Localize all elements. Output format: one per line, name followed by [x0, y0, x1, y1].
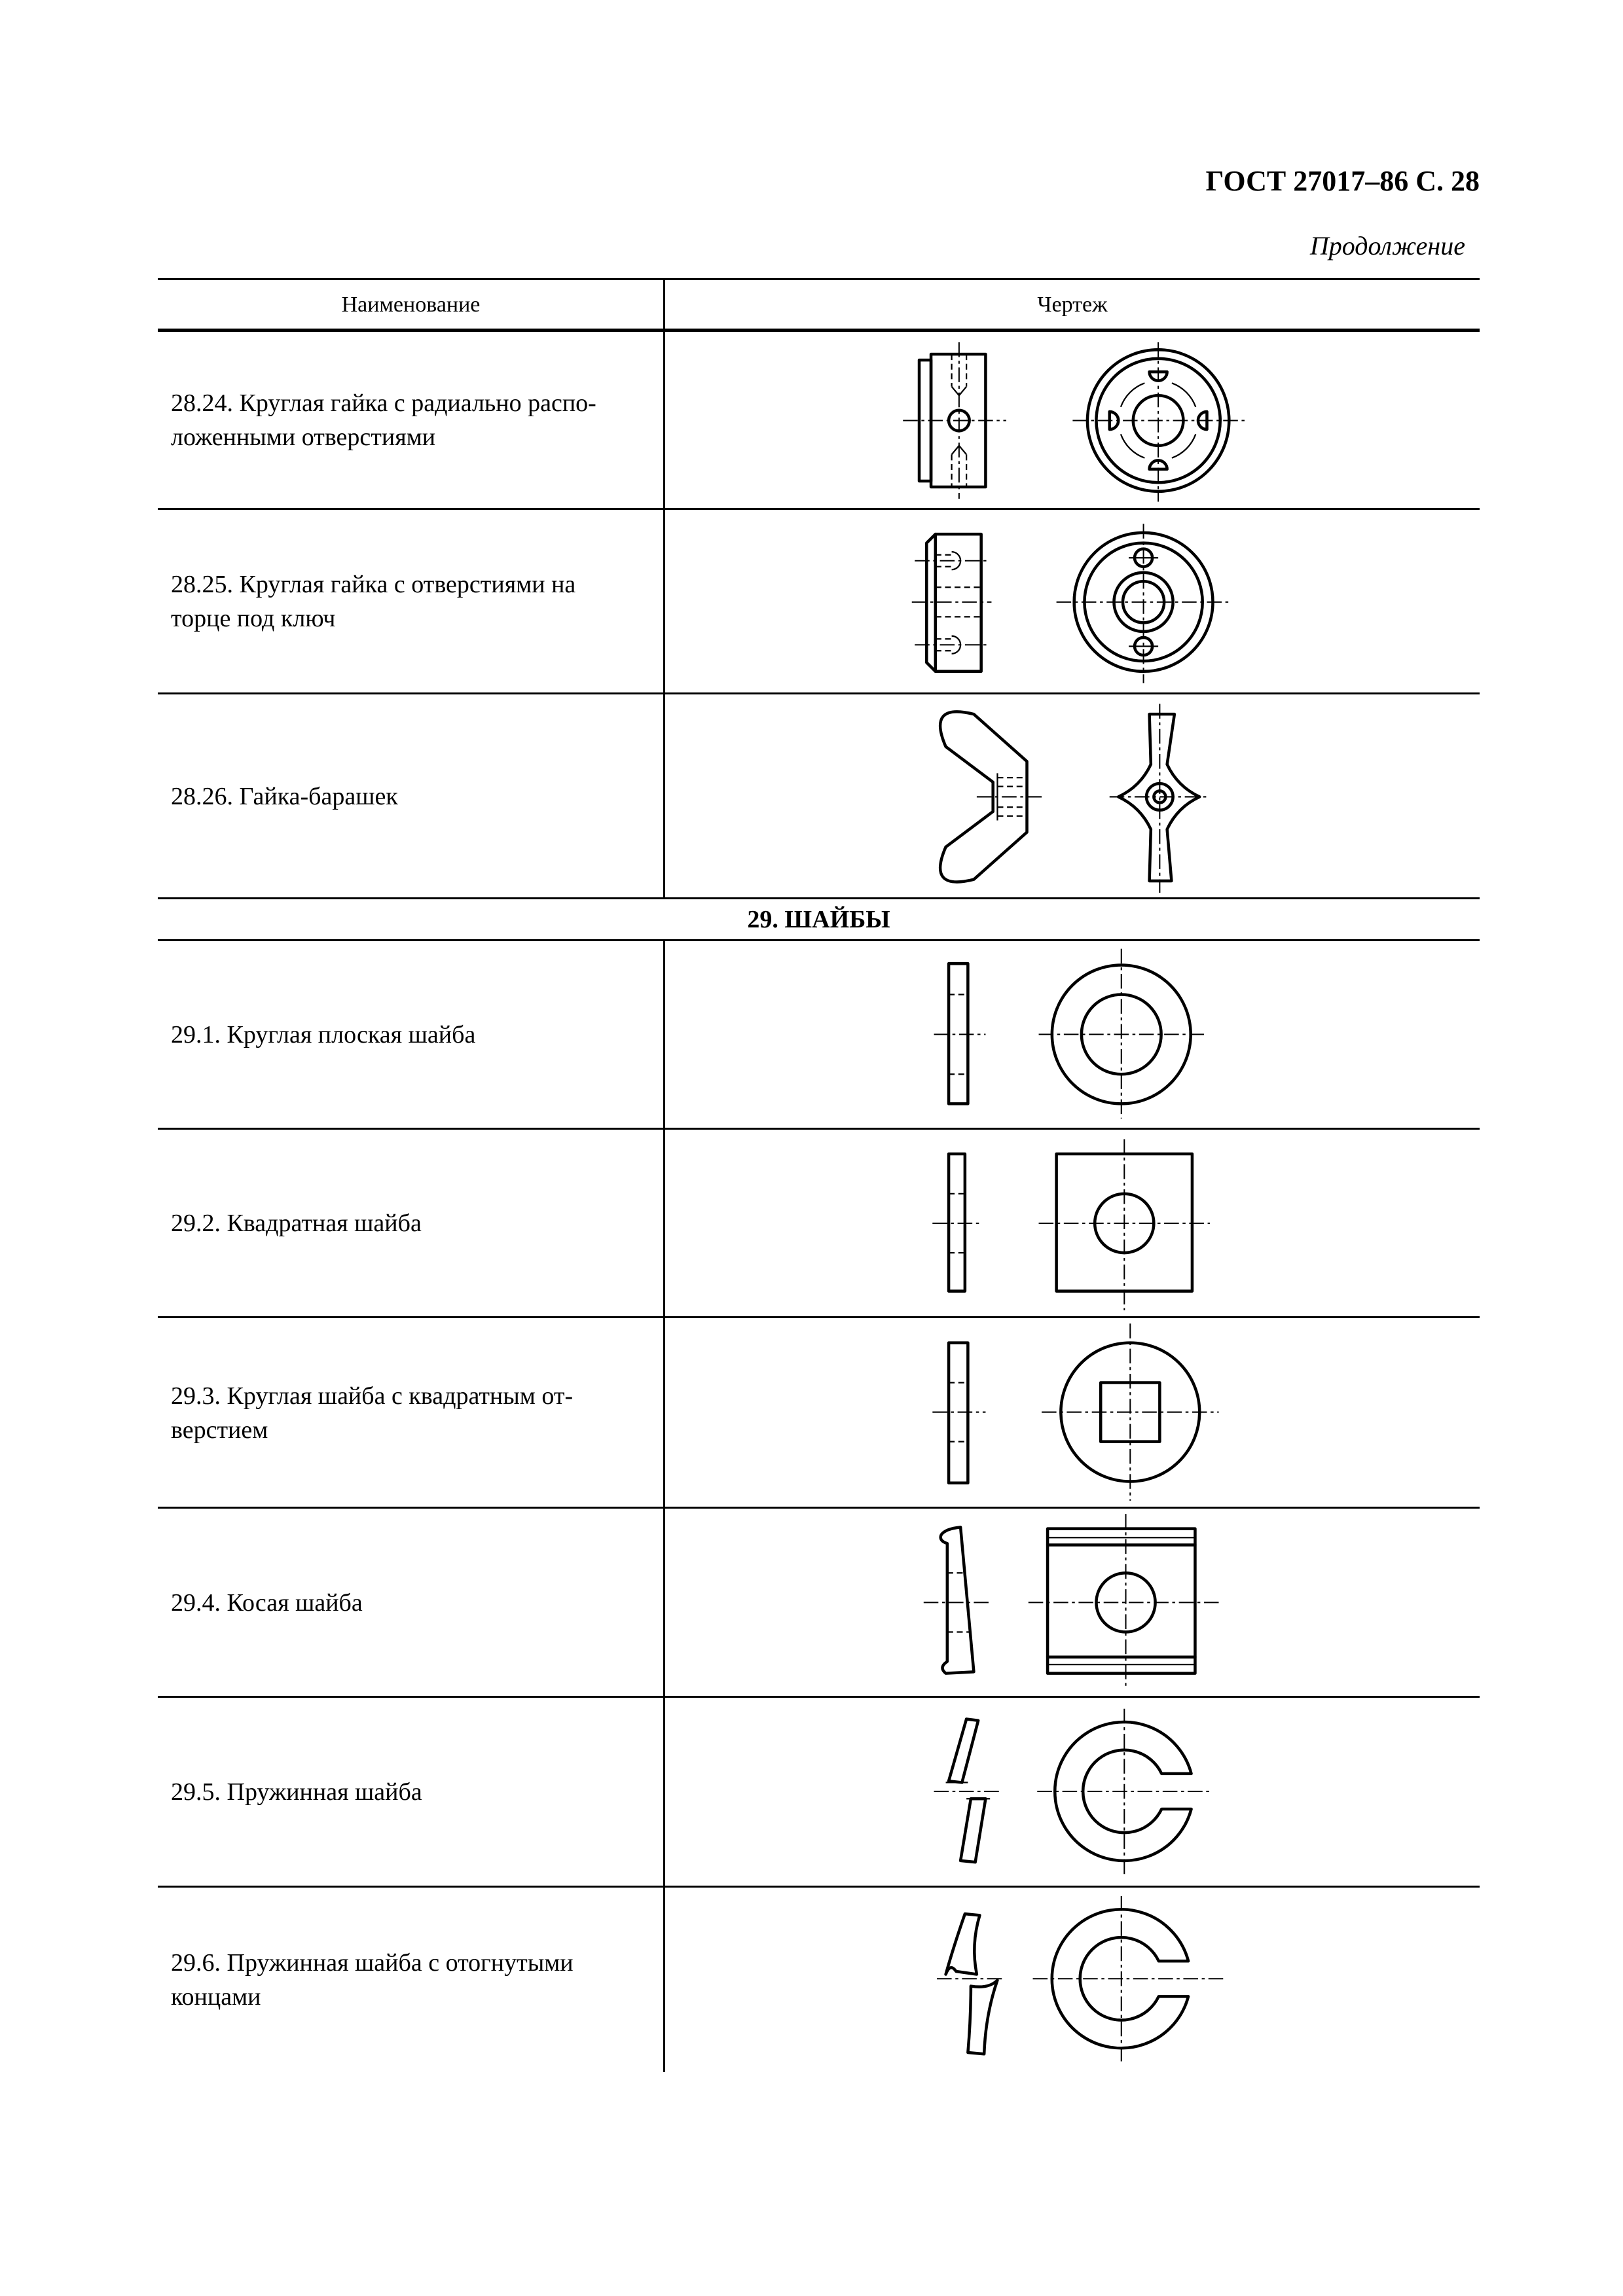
column-header-name: Наименование: [341, 292, 481, 317]
drawing-wing-nut: [940, 704, 1210, 893]
front-view: [1037, 1709, 1213, 1874]
side-view: [903, 342, 1006, 499]
row-name-line: 29.4. Косая шайба: [171, 1588, 363, 1617]
section-title: 29. ШАЙБЫ: [747, 906, 890, 933]
drawing-spring-washer-bent-ends: [937, 1896, 1224, 2063]
side-view: [1110, 704, 1210, 893]
row-name-28-24: [171, 332, 655, 509]
row-name-29-4: [171, 1509, 655, 1696]
front-view: [1033, 1896, 1225, 2063]
drawing-round-nut-radial-holes: [903, 342, 1247, 501]
side-view: [937, 1914, 1005, 2054]
row-name-line: 28.24. Круглая гайка с радиально распо-: [171, 389, 596, 417]
document-reference: ГОСТ 27017–86 С. 28: [1205, 165, 1480, 197]
continuation-label: Продолжение: [1309, 231, 1465, 260]
row-name-29-1: [171, 941, 655, 1128]
row-name-29-6: [171, 1888, 655, 2072]
side-view: [924, 1527, 989, 1673]
side-view: [934, 1719, 1002, 1862]
front-view: [1057, 524, 1232, 683]
row-name-29-3: [171, 1318, 655, 1507]
row-name-28-25: [171, 510, 655, 693]
front-view: [940, 711, 1042, 882]
front-view: [1039, 949, 1204, 1119]
column-divider: [663, 940, 665, 2072]
row-name-line: 28.25. Круглая гайка с отверстиями на: [171, 571, 576, 598]
drawing-spring-washer: [934, 1709, 1213, 1874]
side-view: [934, 963, 986, 1103]
row-name-line: 29.2. Квадратная шайба: [171, 1210, 422, 1237]
row-name-29-2: [171, 1130, 655, 1317]
front-view: [1072, 342, 1247, 501]
drawing-square-washer: [932, 1139, 1210, 1310]
side-view: [932, 1343, 985, 1483]
drawing-round-nut-face-holes: [912, 524, 1232, 683]
row-name-29-5: [171, 1698, 655, 1886]
column-divider: [663, 279, 665, 898]
row-name-line: ложенными отверстиями: [171, 423, 436, 451]
front-view: [1029, 1514, 1220, 1689]
row-name-line: 29.3. Круглая шайба с квадратным от-: [171, 1382, 574, 1410]
row-name-line: 29.6. Пружинная шайба с отогнутыми: [171, 1949, 574, 1977]
row-name-line: верстием: [171, 1416, 268, 1444]
row-name-line: 29.5. Пружинная шайба: [171, 1778, 422, 1806]
row-name-line: 28.26. Гайка-барашек: [171, 782, 398, 810]
row-name-line: концами: [171, 1983, 261, 2011]
row-name-28-26: [171, 694, 655, 898]
row-name-line: торце под ключ: [171, 605, 336, 632]
drawing-round-flat-washer: [934, 949, 1204, 1119]
row-name-line: 29.1. Круглая плоская шайба: [171, 1021, 476, 1049]
drawing-taper-washer: [924, 1514, 1220, 1689]
front-view: [1039, 1139, 1210, 1310]
drawing-round-washer-square-hole: [932, 1323, 1218, 1501]
side-view: [912, 534, 992, 672]
side-view: [932, 1154, 983, 1291]
front-view: [1042, 1323, 1218, 1501]
column-header-drawing: Чертеж: [1037, 292, 1108, 317]
